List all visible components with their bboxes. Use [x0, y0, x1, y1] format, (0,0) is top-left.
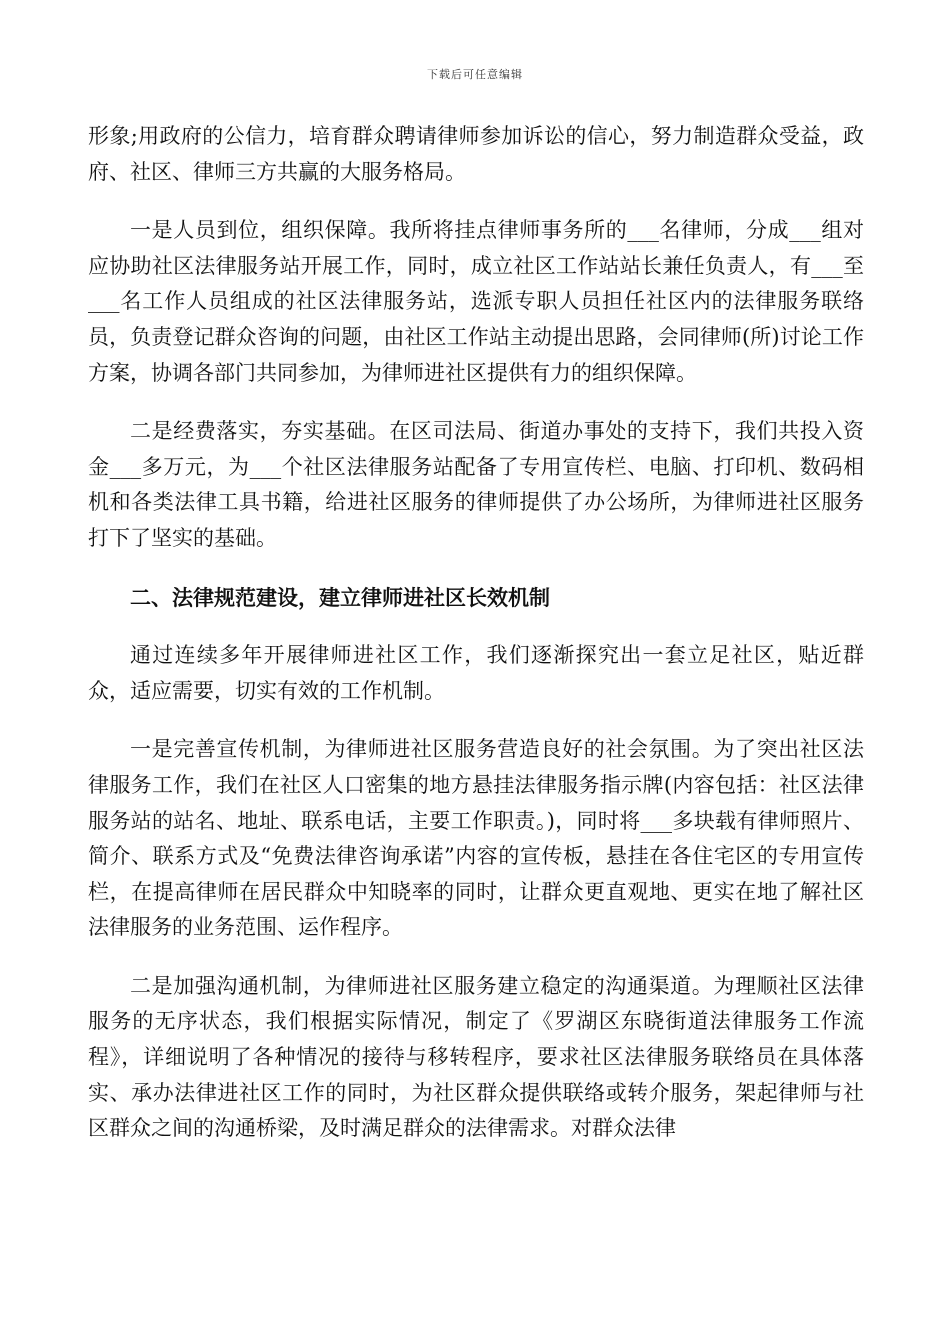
section-heading: 二、法律规范建设，建立律师进社区长效机制 — [130, 584, 550, 610]
paragraph-funding: 二是经费落实，夯实基础。在区司法局、街道办事处的支持下，我们共投入资金___多万元，为___个社区法律服务站配备了专用宣传栏、电脑、打印机、数码相机和各类法律工具书籍，给进社区服务的律师提供了办公场所，为律师进社区服务打下了坚实的基础。 — [88, 419, 864, 550]
document-body — [88, 119, 864, 1147]
paragraph-spacer — [88, 557, 864, 580]
paragraph-spacer — [88, 946, 864, 969]
paragraph-mechanism-intro: 通过连续多年开展律师进社区工作，我们逐渐探究出一套立足社区，贴近群众，适应需要，切实有效的工作机制。 — [88, 643, 864, 703]
paragraph-spacer — [88, 391, 864, 414]
paragraph-personnel: 一是人员到位，组织保障。我所将挂点律师事务所的___名律师，分成___组对应协助社区法律服务站开展工作，同时，成立社区工作站站长兼任负责人，有___至___名工作人员组成的社区法律服务站，选派专职人员担任社区内的法律服务联络员，负责登记群众咨询的问题，由社区工作站主动提出思路，会同律师(所)讨论工作方案，协调各部门共同参加，为律师进社区提供有力的组织保障。 — [88, 218, 864, 385]
paragraph-spacer — [88, 190, 864, 213]
paragraph-continuation: 形象;用政府的公信力，培育群众聘请律师参加诉讼的信心，努力制造群众受益，政府、社区、律师三方共赢的大服务格局。 — [88, 124, 864, 184]
paragraph-communication: 二是加强沟通机制，为律师进社区服务建立稳定的沟通渠道。为理顺社区法律服务的无序状态，我们根据实际情况，制定了《罗湖区东晓街道法律服务工作流程》，详细说明了各种情况的接待与移转程序，要求社区法律服务联络员在具体落实、承办法律进社区工作的同时，为社区群众提供联络或转介服务，架起律师与社区群众之间的沟通桥梁，及时满足群众的法律需求。对群众法律 — [88, 973, 864, 1141]
paragraph-publicity: 一是完善宣传机制，为律师进社区服务营造良好的社会氛围。为了突出社区法律服务工作，我们在社区人口密集的地方悬挂法律服务指示牌(内容包括：社区法律服务站的站名、地址、联系电话，主要工作职责。)，同时将___多块载有律师照片、简介、联系方式及“免费法律咨询承诺”内容的宣传板，悬挂在各住宅区的专用宣传栏，在提高律师在居民群众中知晓率的同时，让群众更直观地、更实在地了解社区法律服务的业务范围、运作程序。 — [88, 737, 864, 940]
paragraph-spacer — [88, 615, 864, 638]
paragraph-spacer — [88, 709, 864, 732]
page-header: 下载后可任意编辑 — [427, 68, 523, 81]
